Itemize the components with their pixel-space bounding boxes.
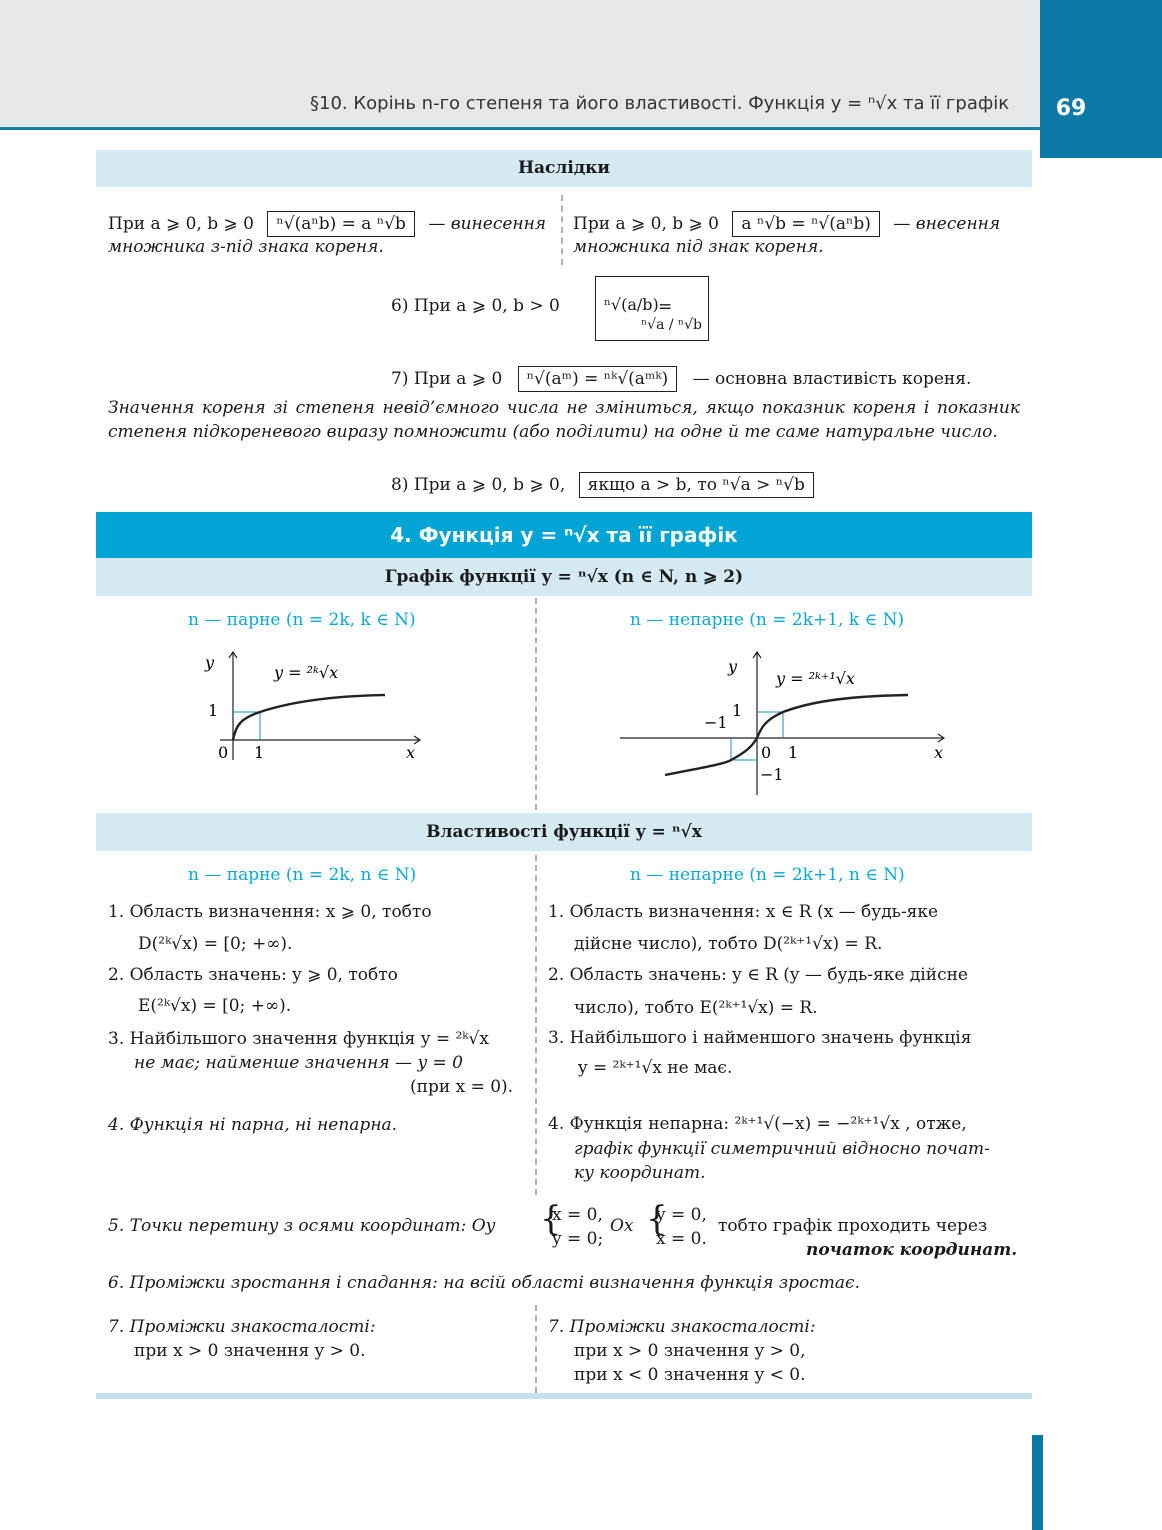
corollary-right-formula: a ⁿ√b = ⁿ√(aⁿb): [732, 211, 879, 237]
odd-root-graph: [610, 640, 960, 800]
properties-band: Властивості функції y = ⁿ√x: [96, 813, 1032, 851]
even-p2a: 2. Область значень: y ⩾ 0, тобто: [108, 965, 398, 985]
odd-p4b: графік функції симетричний відносно почат-: [574, 1139, 990, 1159]
p6: 6. Проміжки зростання і спадання: на всій області визначення функція зростає.: [108, 1273, 860, 1293]
odd-p4c: ку координат.: [574, 1163, 706, 1183]
rule-6-formula: ⁿ√(a/b) = ⁿ√a / ⁿ√b: [595, 276, 709, 341]
odd-p1b: дійсне число), тобто D(²ᵏ⁺¹√x) = R.: [574, 934, 883, 954]
rule-7-prefix: 7) При a ⩾ 0: [391, 369, 503, 389]
odd-p2a: 2. Область значень: y ∈ R (y — будь-яке дійсне: [548, 965, 968, 985]
corollaries-title: Наслідки: [96, 150, 1032, 187]
rule-7-formula: ⁿ√(aᵐ) = ⁿᵏ√(aᵐᵏ): [518, 366, 677, 392]
corollary-left-line2: множника з-під знака кореня.: [108, 237, 384, 257]
odd-y-label: y: [728, 657, 738, 676]
corollary-left-prefix: При a ⩾ 0, b ⩾ 0: [108, 214, 255, 234]
even-y-label: y: [205, 653, 215, 672]
even-heading: n — парне (n = 2k, k ∈ N): [188, 610, 416, 630]
rule-8-prefix: 8) При a ⩾ 0, b ⩾ 0,: [391, 475, 566, 495]
section-4-title: 4. Функція y = ⁿ√x та її графік: [96, 512, 1032, 558]
rule-7-suffix: — основна властивість кореня.: [692, 369, 972, 389]
odd-curve: [665, 695, 908, 775]
odd-p4a: 4. Функція непарна: ²ᵏ⁺¹√(−x) = −²ᵏ⁺¹√x , отже,: [548, 1114, 967, 1134]
graph-band: Графік функції y = ⁿ√x (n ∈ N, n ⩾ 2): [96, 558, 1032, 596]
rule-6-left: ⁿ√(a/b): [604, 295, 659, 314]
corollary-left: [108, 211, 546, 237]
odd-p1a: 1. Область визначення: x ∈ R (x — будь-яке: [548, 902, 939, 922]
divider: [535, 598, 537, 810]
even-root-graph: [180, 640, 440, 780]
rule-8-line: [391, 472, 814, 498]
even-p3a: 3. Найбільшого значення функція y = ²ᵏ√x: [108, 1029, 489, 1049]
props-even-heading: n — парне (n = 2k, n ∈ N): [188, 865, 417, 885]
odd-heading: n — непарне (n = 2k+1, k ∈ N): [630, 610, 905, 630]
odd-x-label: x: [934, 743, 944, 762]
even-p1b: D(²ᵏ√x) = [0; +∞).: [138, 934, 293, 954]
brace-oy: {: [540, 1199, 562, 1239]
p5-ox1: y = 0,: [656, 1205, 707, 1225]
odd-p7b: при x > 0 значення y > 0,: [574, 1341, 806, 1361]
props-odd-heading: n — непарне (n = 2k+1, n ∈ N): [630, 865, 905, 885]
p5-oy2: y = 0;: [552, 1229, 604, 1249]
running-head: §10. Корінь n-го степеня та його властивості. Функція y = ⁿ√x та її графік: [310, 93, 1010, 114]
even-tick-y1: 1: [208, 701, 219, 720]
even-p1a: 1. Область визначення: x ⩾ 0, тобто: [108, 902, 432, 922]
even-p3c: (при x = 0).: [410, 1077, 514, 1097]
odd-p2b: число), тобто E(²ᵏ⁺¹√x) = R.: [574, 998, 818, 1018]
p5-tail2: початок координат.: [806, 1240, 1018, 1260]
rule-8-formula: якщо a > b, то ⁿ√a > ⁿ√b: [579, 472, 814, 498]
p5-oy1: x = 0,: [552, 1205, 603, 1225]
corollary-right-line2: множника під знак кореня.: [573, 237, 824, 257]
even-p7a: 7. Проміжки знакосталості:: [108, 1317, 376, 1337]
odd-p3a: 3. Найбільшого і найменшого значень функція: [548, 1028, 972, 1048]
p5-lead: 5. Точки перетину з осями координат: Oy: [108, 1216, 496, 1236]
page-tab: [1040, 0, 1162, 158]
even-x-label: x: [406, 743, 416, 762]
odd-p7a: 7. Проміжки знакосталості:: [548, 1317, 816, 1337]
corollary-left-formula: ⁿ√(aⁿb) = a ⁿ√b: [267, 211, 414, 237]
rule-6-prefix: 6) При a ⩾ 0, b > 0: [391, 296, 560, 316]
corollary-right-suffix: — внесення: [893, 214, 1001, 234]
even-tick-0: 0: [218, 743, 229, 762]
odd-p7c: при x < 0 значення y < 0.: [574, 1365, 806, 1385]
even-tick-x1: 1: [254, 743, 265, 762]
even-curve: [233, 695, 385, 740]
rule-6-right: ⁿ√a / ⁿ√b: [641, 317, 702, 333]
even-p3b: не має; найменше значення — y = 0: [134, 1053, 463, 1073]
odd-tick-x1: 1: [788, 743, 799, 762]
corollary-left-suffix: — винесення: [428, 214, 547, 234]
divider: [535, 1305, 537, 1393]
divider: [561, 195, 563, 265]
odd-tick-ym1: −1: [760, 765, 784, 784]
odd-tick-y1: 1: [732, 701, 743, 720]
rule-7-line: [391, 366, 971, 392]
p5-tail: тобто графік проходить через: [718, 1216, 988, 1236]
bottom-rule: [96, 1393, 1032, 1399]
even-p4: 4. Функція ні парна, ні непарна.: [108, 1115, 398, 1135]
even-p7b: при x > 0 значення y > 0.: [134, 1341, 366, 1361]
brace-ox: {: [646, 1199, 668, 1239]
p5-ox: Ox: [610, 1216, 634, 1236]
bottom-accent-bar: [1032, 1435, 1043, 1530]
p5-ox2: x = 0.: [656, 1229, 707, 1249]
divider: [535, 855, 537, 1195]
odd-tick-xm1: −1: [704, 713, 728, 732]
corollary-right: [573, 211, 1000, 237]
header-rule: [0, 127, 1040, 130]
odd-curve-label: y = ²ᵏ⁺¹√x: [776, 669, 855, 688]
rule-7-note: Значення кореня зі степеня невід’ємного числа не зміниться, якщо показник кореня і показник степеня підкореневого виразу помножити (або поділити) на одне й те саме натуральне число.: [108, 398, 1020, 442]
corollary-right-prefix: При a ⩾ 0, b ⩾ 0: [573, 214, 720, 234]
page-number: 69: [1055, 96, 1087, 121]
odd-p3b: y = ²ᵏ⁺¹√x не має.: [578, 1058, 733, 1078]
even-curve-label: y = ²ᵏ√x: [274, 663, 339, 682]
odd-tick-0: 0: [761, 743, 772, 762]
even-p2b: E(²ᵏ√x) = [0; +∞).: [138, 996, 292, 1016]
